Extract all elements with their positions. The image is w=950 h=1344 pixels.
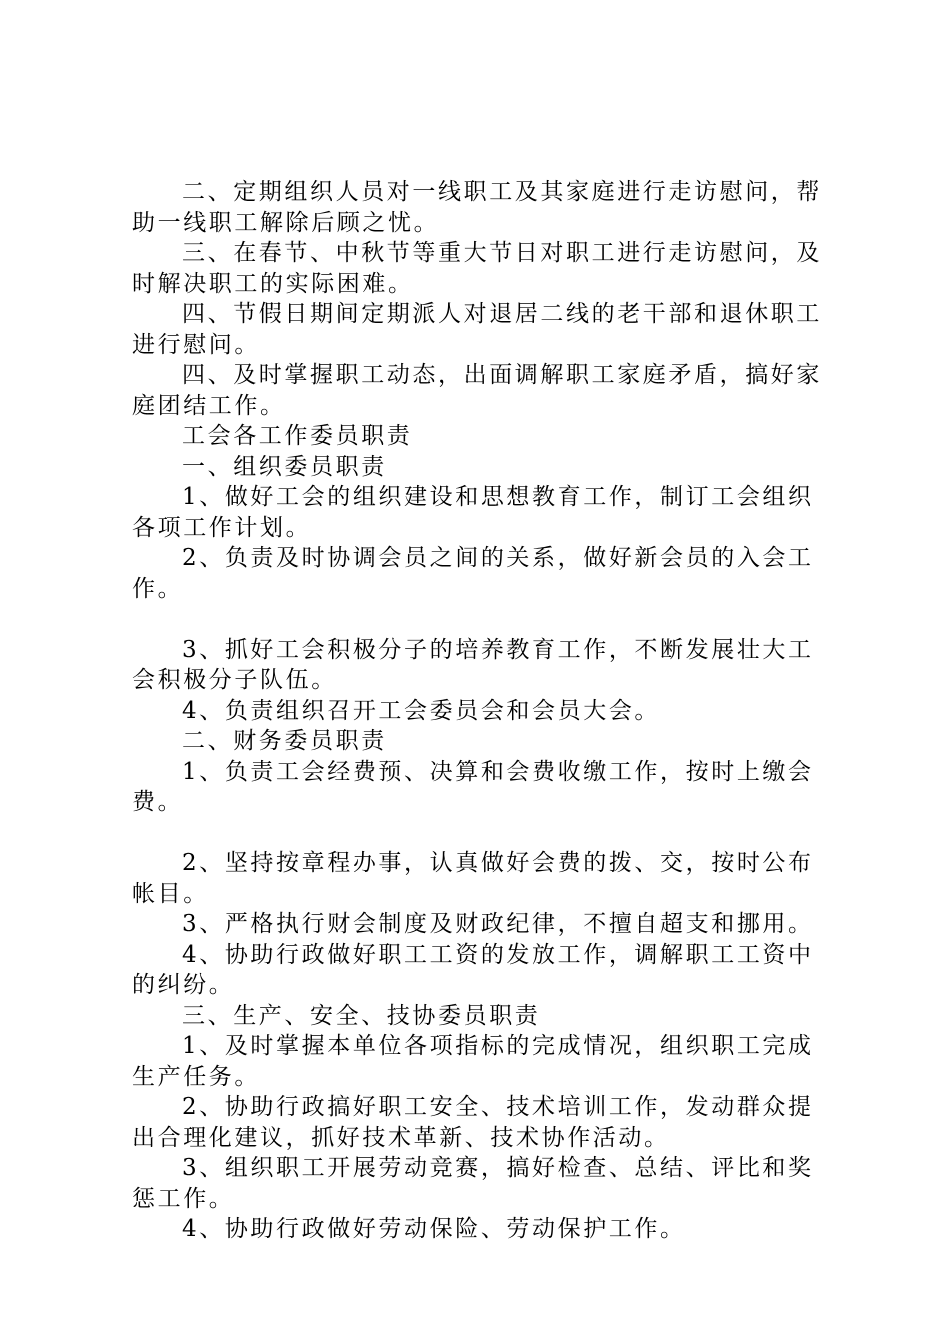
paragraph: 2、负责及时协调会员之间的关系，做好新会员的入会工作。 — [132, 545, 814, 602]
paragraph: 4、负责组织召开工会委员会和会员大会。 — [182, 697, 661, 724]
paragraph: 二、财务委员职责 — [182, 728, 387, 754]
paragraph: 四、节假日期间定期派人对退居二线的老干部和退休职工进行慰问。 — [132, 301, 822, 358]
paragraph: 二、定期组织人员对一线职工及其家庭进行走访慰问，帮助一线职工解除后顾之忧。 — [132, 179, 822, 236]
paragraph: 4、协助行政做好劳动保险、劳动保护工作。 — [182, 1216, 686, 1242]
paragraph: 四、及时掌握职工动态，出面调解职工家庭矛盾，搞好家庭团结工作。 — [132, 362, 822, 419]
paragraph-gap — [132, 604, 837, 635]
paragraph: 1、及时掌握本单位各项指标的完成情况，组织职工完成生产任务。 — [132, 1033, 814, 1090]
paragraph: 一、组织委员职责 — [182, 453, 387, 480]
paragraph: 三、生产、安全、技协委员职责 — [182, 1002, 541, 1029]
paragraph: 1、负责工会经费预、决算和会费收缴工作，按时上缴会费。 — [132, 758, 814, 815]
paragraph: 2、坚持按章程办事，认真做好会费的拨、交，按时公布帐目。 — [132, 850, 814, 907]
paragraph: 3、抓好工会积极分子的培养教育工作，不断发展壮大工会积极分子队伍。 — [132, 636, 814, 693]
paragraph: 工会各工作委员职责 — [182, 423, 413, 449]
paragraph-gap — [132, 818, 837, 849]
document-body — [132, 177, 837, 1245]
paragraph: 3、组织职工开展劳动竞赛，搞好检查、总结、评比和奖惩工作。 — [132, 1155, 814, 1212]
paragraph: 三、在春节、中秋节等重大节日对职工进行走访慰问，及时解决职工的实际困难。 — [132, 240, 822, 297]
paragraph: 3、严格执行财会制度及财政纪律，不擅自超支和挪用。 — [182, 911, 814, 937]
paragraph: 4、协助行政做好职工工资的发放工作，调解职工工资中的纠纷。 — [132, 941, 814, 998]
paragraph: 1、做好工会的组织建设和思想教育工作，制订工会组织各项工作计划。 — [132, 484, 814, 541]
paragraph: 2、协助行政搞好职工安全、技术培训工作，发动群众提出合理化建议，抓好技术革新、技术协作活动。 — [132, 1094, 814, 1151]
